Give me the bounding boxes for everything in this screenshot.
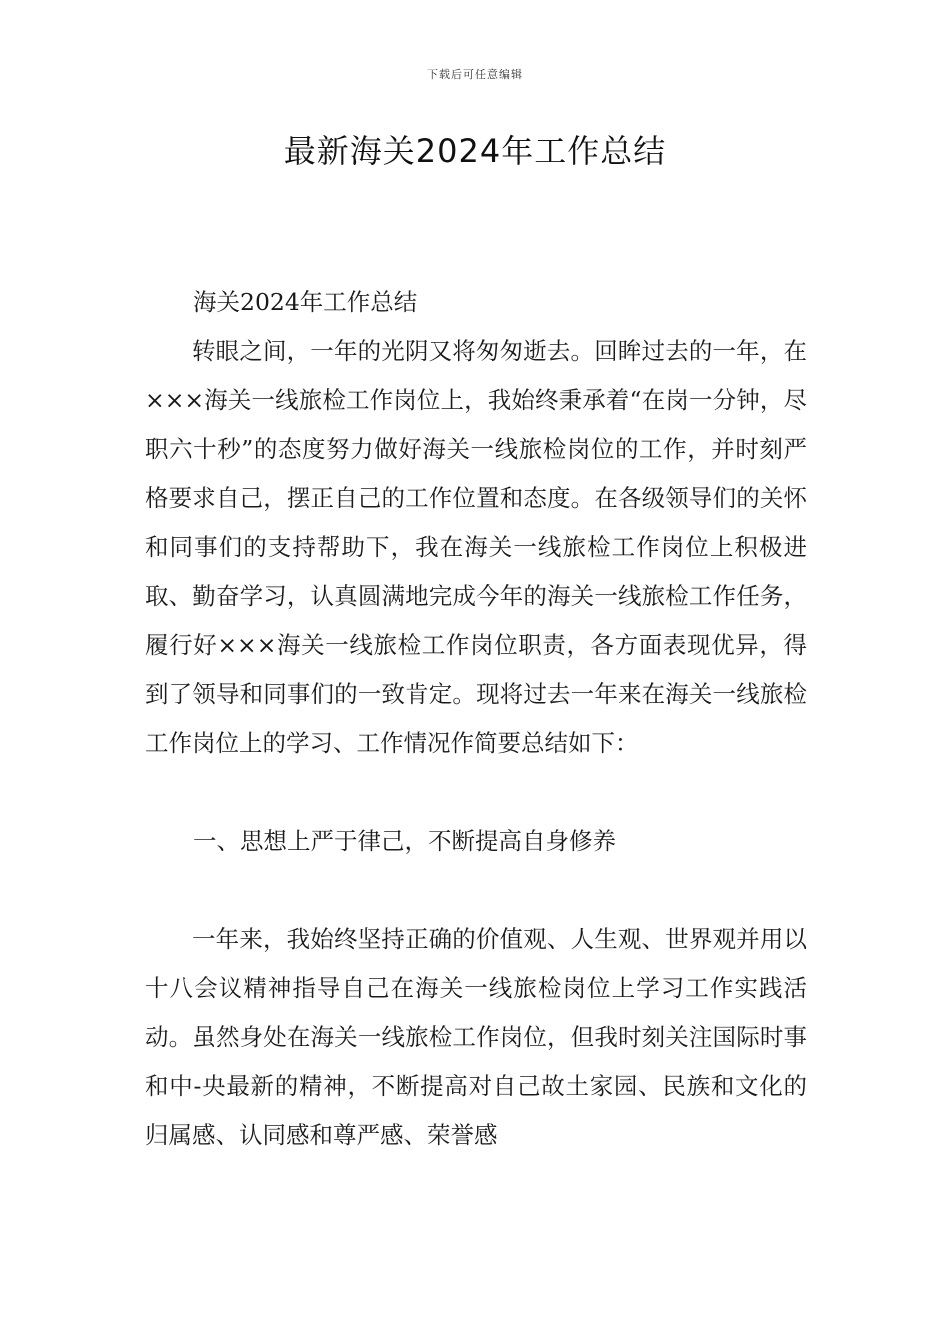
- page-header: 下载后可任意编辑: [427, 68, 523, 81]
- document-body: [145, 278, 807, 1160]
- paragraph-intro: 转眼之间，一年的光阴又将匆匆逝去。回眸过去的一年，在×××海关一线旅检工作岗位上，我始终秉承着“在岗一分钟，尽职六十秒”的态度努力做好海关一线旅检岗位的工作，并时刻严格要求自己，摆正自己的工作位置和态度。在各级领导们的关怀和同事们的支持帮助下，我在海关一线旅检工作岗位上积极进取、勤奋学习，认真圆满地完成今年的海关一线旅检工作任务，履行好×××海关一线旅检工作岗位职责，各方面表现优异，得到了领导和同事们的一致肯定。现将过去一年来在海关一线旅检工作岗位上的学习、工作情况作简要总结如下：: [145, 337, 807, 757]
- document-title: 最新海关2024年工作总结: [283, 132, 667, 170]
- section-heading: 一、思想上严于律己，不断提高自身修养: [193, 827, 616, 855]
- document-subtitle: 海关2024年工作总结: [193, 288, 418, 316]
- paragraph-section-1: 一年来，我始终坚持正确的价值观、人生观、世界观并用以十八会议精神指导自己在海关一线旅检岗位上学习工作实践活动。虽然身处在海关一线旅检工作岗位，但我时刻关注国际时事和中-央最新的精神，不断提高对自己故土家园、民族和文化的归属感、认同感和尊严感、荣誉感: [145, 925, 807, 1149]
